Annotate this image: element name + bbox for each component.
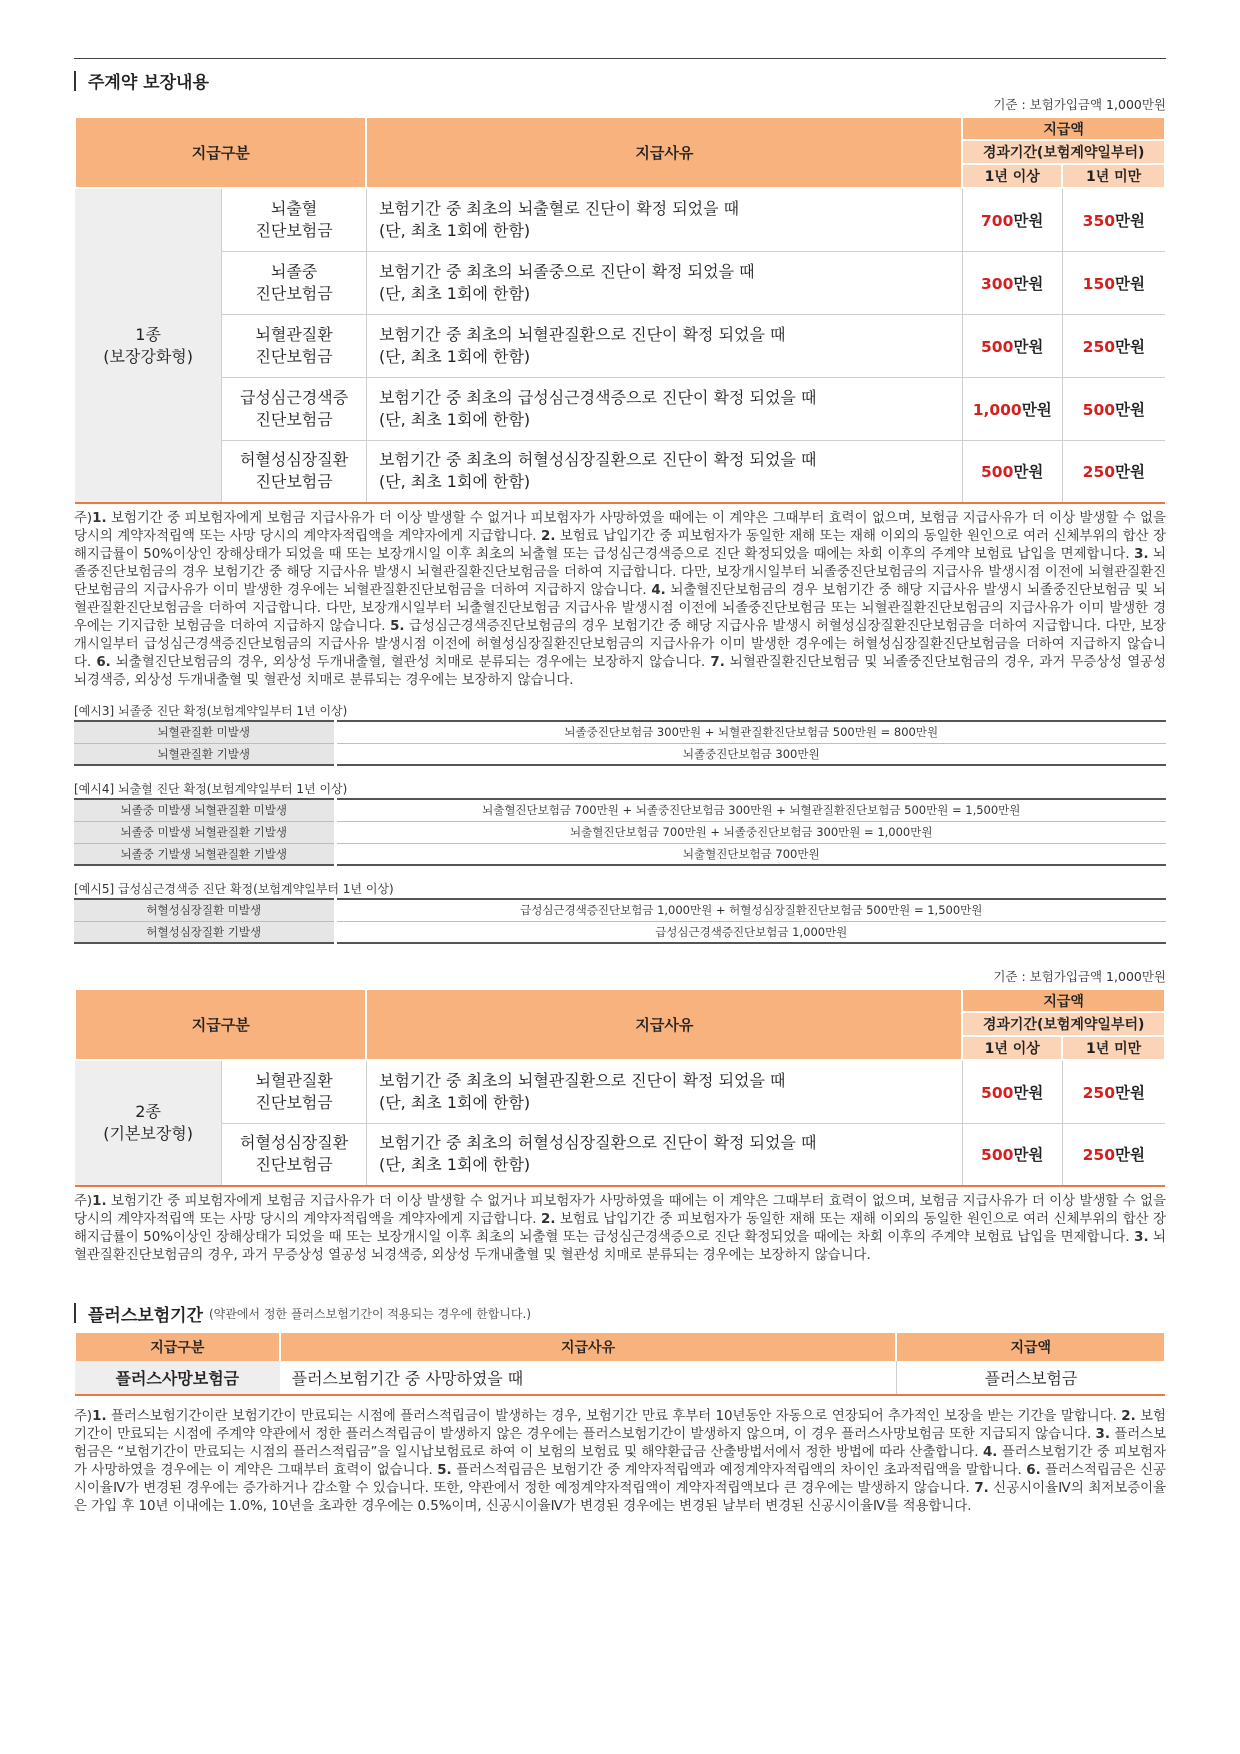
benefit-name: 뇌졸중 진단보험금 <box>222 251 367 314</box>
amount-over-1y: 700만원 <box>962 188 1062 251</box>
header-period: 경과기간(보험계약일부터) <box>962 140 1165 164</box>
header-over-1y: 1년 이상 <box>962 164 1062 188</box>
amount-over-1y: 500만원 <box>962 1123 1062 1186</box>
benefit-reason: 보험기간 중 최초의 급성심근경색증으로 진단이 확정 되었을 때 (단, 최초 1회에 한함) <box>366 377 962 440</box>
header-over-1y: 1년 이상 <box>962 1036 1062 1060</box>
example-result: 뇌졸중진단보험금 300만원 + 뇌혈관질환진단보험금 500만원 = 800만원 <box>335 721 1166 743</box>
plan-type-sub: (보장강화형) <box>103 346 193 366</box>
example-title: [예시3] 뇌졸중 진단 확정(보험계약일부터 1년 이상) <box>74 704 348 718</box>
section-title-text: 플러스보험기간 <box>88 1305 203 1326</box>
header-period: 경과기간(보험계약일부터) <box>962 1012 1165 1036</box>
section-title-main <box>74 58 1166 94</box>
amount-under-1y: 500만원 <box>1062 377 1165 440</box>
amount-over-1y: 500만원 <box>962 1060 1062 1123</box>
plus-benefit-amount: 플러스보험금 <box>896 1361 1165 1395</box>
example-table <box>74 798 1166 866</box>
plus-benefit-reason: 플러스보험기간 중 사망하였을 때 <box>280 1361 897 1395</box>
example-condition: 뇌졸중 기발생 뇌혈관질환 기발생 <box>74 843 335 865</box>
amount-under-1y: 350만원 <box>1062 188 1165 251</box>
section-title-plus <box>74 1291 1166 1327</box>
benefit-reason: 보험기간 중 최초의 허혈성심장질환으로 진단이 확정 되었을 때 (단, 최초 1회에 한함) <box>366 440 962 503</box>
amount-under-1y: 250만원 <box>1062 1060 1165 1123</box>
plus-header-reason: 지급사유 <box>280 1333 897 1361</box>
plan-type-name: 1종 <box>135 324 161 344</box>
example-result: 뇌출혈진단보험금 700만원 + 뇌졸중진단보험금 300만원 = 1,000만원 <box>335 821 1166 843</box>
footnote-plus: 주)1. 플러스보험기간이란 보험기간이 만료되는 시점에 플러스적립금이 발생하는 경우, 보험기간 만료 후부터 10년동안 자동으로 연장되어 추가적인 보장을 받는 기간을 말합니다. 2. 보험기간이 만료되는 시점에 주계약 약관에서 정한 플러스적립금이 발생하지 않은 경우에는 플러스보험기간이 발생하지 않으며, 이 경우 플러스사망보험금 또한 지급되지 않습니다. 3. 플러스보험금은 “보험기간이 만료되는 시점의 플러스적립금”을 일시납보험료로 하여 이 보험의 보험료 및 해약환급금 산출방법서에서 정한 방법에 따라 산출합니다. 4. 플러스보험기간 중 피보험자가 사망하였을 경우에는 이 계약은 그때부터 효력이 없습니다. 5. 플러스적립금은 보험기간 중 계약자적립액과 예정계약자적립액의 차이인 초과적립액을 말합니다. 6. 플러스적립금은 신공시이율Ⅳ가 변경된 경우에는 증가하거나 감소할 수 있습니다. 또한, 약관에서 정한 예정계약자적립액이 계약자적립액보다 큰 경우에는 발생하지 않습니다. 7. 신공시이율Ⅳ의 최저보증이율은 가입 후 10년 이내에는 1.0%, 10년을 초과한 경우에는 0.5%이며, 신공시이율Ⅳ가 변경된 경우에는 변경된 날부터 변경된 신공시이율Ⅳ를 적용합니다. <box>74 1409 1167 1514</box>
example-result: 뇌출혈진단보험금 700만원 <box>335 843 1166 865</box>
benefit-reason: 보험기간 중 최초의 뇌졸중으로 진단이 확정 되었을 때 (단, 최초 1회에 한함) <box>366 251 962 314</box>
header-under-1y: 1년 미만 <box>1062 1036 1165 1060</box>
header-amount: 지급액 <box>962 989 1165 1012</box>
basis-note: 기준 : 보험가입금액 1,000만원 <box>993 97 1166 112</box>
basis-note: 기준 : 보험가입금액 1,000만원 <box>993 969 1166 984</box>
plus-benefit-name: 플러스사망보험금 <box>75 1361 280 1395</box>
example-title: [예시4] 뇌출혈 진단 확정(보험계약일부터 1년 이상) <box>74 782 348 796</box>
amount-over-1y: 500만원 <box>962 440 1062 503</box>
plus-header-category: 지급구분 <box>75 1333 280 1361</box>
section-bar <box>74 71 76 91</box>
header-category: 지급구분 <box>75 117 366 188</box>
example-condition: 뇌졸중 미발생 뇌혈관질환 기발생 <box>74 821 335 843</box>
coverage-table-type2 <box>74 988 1166 1187</box>
example-condition: 뇌혈관질환 미발생 <box>74 721 335 743</box>
amount-over-1y: 1,000만원 <box>962 377 1062 440</box>
footnote-type2: 주)1. 보험기간 중 피보험자에게 보험금 지급사유가 더 이상 발생할 수 없거나 피보험자가 사망하였을 때에는 이 계약은 그때부터 효력이 없으며, 보험금 지급사유가 더 이상 발생할 수 없을 당시의 계약자적립액 또는 사망 당시의 계약자적립액을 계약자에게 지급합니다. 2. 보험료 납입기간 중 피보험자가 동일한 재해 또는 재해 이외의 동일한 원인으로 여러 신체부위의 합산 장해지급률이 50%이상인 장해상태가 되었을 때 또는 보장개시일 이후 최초의 뇌출혈 또는 급성심근경색증으로 진단 확정되었을 때에는 차회 이후의 주계약 보험료 납입을 면제합니다. 3. 뇌혈관질환진단보험금의 경우, 과거 무증상성 열공성 뇌경색증, 외상성 두개내출혈 및 혈관성 치매로 분류되는 경우에는 보장하지 않습니다. <box>74 1194 1166 1263</box>
footnote-type1: 주)1. 보험기간 중 피보험자에게 보험금 지급사유가 더 이상 발생할 수 없거나 피보험자가 사망하였을 때에는 이 계약은 그때부터 효력이 없으며, 보험금 지급사유가 더 이상 발생할 수 없을 당시의 계약자적립액 또는 사망 당시의 계약자적립액을 계약자에게 지급합니다. 2. 보험료 납입기간 중 피보험자가 동일한 재해 또는 재해 이외의 동일한 원인으로 여러 신체부위의 합산 장해지급률이 50%이상인 장해상태가 되었을 때 또는 보장개시일 이후 최초의 뇌출혈 또는 급성심근경색증으로 진단 확정되었을 때에는 차회 이후의 주계약 보험료 납입을 면제합니다. 3. 뇌졸중진단보험금의 경우 보험기간 중 해당 지급사유 발생시 뇌혈관질환진단보험금을 더하여 지급합니다. 다만, 보장개시일부터 뇌졸중진단보험금의 지급사유 발생시점 이전에 뇌혈관질환진단보험금의 지급사유가 이미 발생한 경우에는 뇌혈관질환진단보험금을 더하여 지급하지 않습니다. 4. 뇌출혈진단보험금의 경우 보험기간 중 해당 지급사유 발생시 뇌졸중진단보험금 및 뇌혈관질환진단보험금을 더하여 지급합니다. 다만, 보장개시일부터 뇌출혈진단보험금 지급사유 발생시점 이전에 뇌졸중진단보험금 또는 뇌혈관질환진단보험금의 지급사유가 이미 발생한 경우에는 기지급한 보험금을 더하여 지급하지 않습니다. 5. 급성심근경색증진단보험금의 경우 보험기간 중 해당 지급사유 발생시 허혈성심장질환진단보험금을 더하여 지급합니다. 다만, 보장개시일부터 급성심근경색증진단보험금의 지급사유 발생시점 이전에 허혈성심장질환진단보험금의 지급사유가 이미 발생한 경우에는 허혈성심장질환진단보험금을 더하여 지급하지 않습니다. 6. 뇌출혈진단보험금의 경우, 외상성 두개내출혈, 혈관성 치매로 분류되는 경우에는 보장하지 않습니다. 7. 뇌혈관질환진단보험금 및 뇌졸중진단보험금의 경우, 과거 무증상성 열공성 뇌경색증, 외상성 두개내출혈 및 혈관성 치매로 분류되는 경우에는 보장하지 않습니다. <box>74 511 1167 688</box>
coverage-table-type1 <box>74 116 1166 504</box>
plan-type-cell <box>75 188 222 503</box>
benefit-name: 허혈성심장질환 진단보험금 <box>222 1123 367 1186</box>
example-condition: 뇌혈관질환 기발생 <box>74 743 335 765</box>
example-condition: 허혈성심장질환 미발생 <box>74 899 335 921</box>
plus-header-amount: 지급액 <box>896 1333 1165 1361</box>
header-reason: 지급사유 <box>366 117 962 188</box>
amount-under-1y: 250만원 <box>1062 314 1165 377</box>
amount-under-1y: 250만원 <box>1062 1123 1165 1186</box>
document-page <box>74 58 1166 1516</box>
example-condition: 허혈성심장질환 기발생 <box>74 921 335 943</box>
amount-over-1y: 300만원 <box>962 251 1062 314</box>
section-subtitle: (약관에서 정한 플러스보험기간이 적용되는 경우에 한합니다.) <box>208 1306 532 1321</box>
plan-type-cell <box>75 1060 222 1186</box>
benefit-reason: 보험기간 중 최초의 뇌출혈로 진단이 확정 되었을 때 (단, 최초 1회에 한함) <box>366 188 962 251</box>
example-result: 뇌졸중진단보험금 300만원 <box>335 743 1166 765</box>
example-condition: 뇌졸중 미발생 뇌혈관질환 미발생 <box>74 799 335 821</box>
example-table <box>74 898 1166 944</box>
amount-under-1y: 250만원 <box>1062 440 1165 503</box>
benefit-name: 허혈성심장질환 진단보험금 <box>222 440 367 503</box>
header-reason: 지급사유 <box>366 989 962 1060</box>
benefit-reason: 보험기간 중 최초의 뇌혈관질환으로 진단이 확정 되었을 때 (단, 최초 1회에 한함) <box>366 1060 962 1123</box>
benefit-name: 급성심근경색증 진단보험금 <box>222 377 367 440</box>
amount-over-1y: 500만원 <box>962 314 1062 377</box>
header-under-1y: 1년 미만 <box>1062 164 1165 188</box>
header-category: 지급구분 <box>75 989 366 1060</box>
example-title: [예시5] 급성심근경색증 진단 확정(보험계약일부터 1년 이상) <box>74 882 394 896</box>
example-result: 급성심근경색증진단보험금 1,000만원 + 허혈성심장질환진단보험금 500만원 = 1,500만원 <box>335 899 1166 921</box>
example-result: 뇌출혈진단보험금 700만원 + 뇌졸중진단보험금 300만원 + 뇌혈관질환진단보험금 500만원 = 1,500만원 <box>335 799 1166 821</box>
plan-type-sub: (기본보장형) <box>103 1124 193 1143</box>
amount-under-1y: 150만원 <box>1062 251 1165 314</box>
section-bar <box>74 1303 76 1323</box>
benefit-name: 뇌혈관질환 진단보험금 <box>222 1060 367 1123</box>
benefit-reason: 보험기간 중 최초의 뇌혈관질환으로 진단이 확정 되었을 때 (단, 최초 1회에 한함) <box>366 314 962 377</box>
benefit-name: 뇌출혈 진단보험금 <box>222 188 367 251</box>
example-result: 급성심근경색증진단보험금 1,000만원 <box>335 921 1166 943</box>
header-amount: 지급액 <box>962 117 1165 140</box>
plan-type-name: 2종 <box>135 1102 161 1121</box>
benefit-reason: 보험기간 중 최초의 허혈성심장질환으로 진단이 확정 되었을 때 (단, 최초 1회에 한함) <box>366 1123 962 1186</box>
benefit-name: 뇌혈관질환 진단보험금 <box>222 314 367 377</box>
plus-period-table <box>74 1333 1166 1396</box>
section-title-text: 주계약 보장내용 <box>88 73 209 93</box>
example-table <box>74 720 1166 766</box>
